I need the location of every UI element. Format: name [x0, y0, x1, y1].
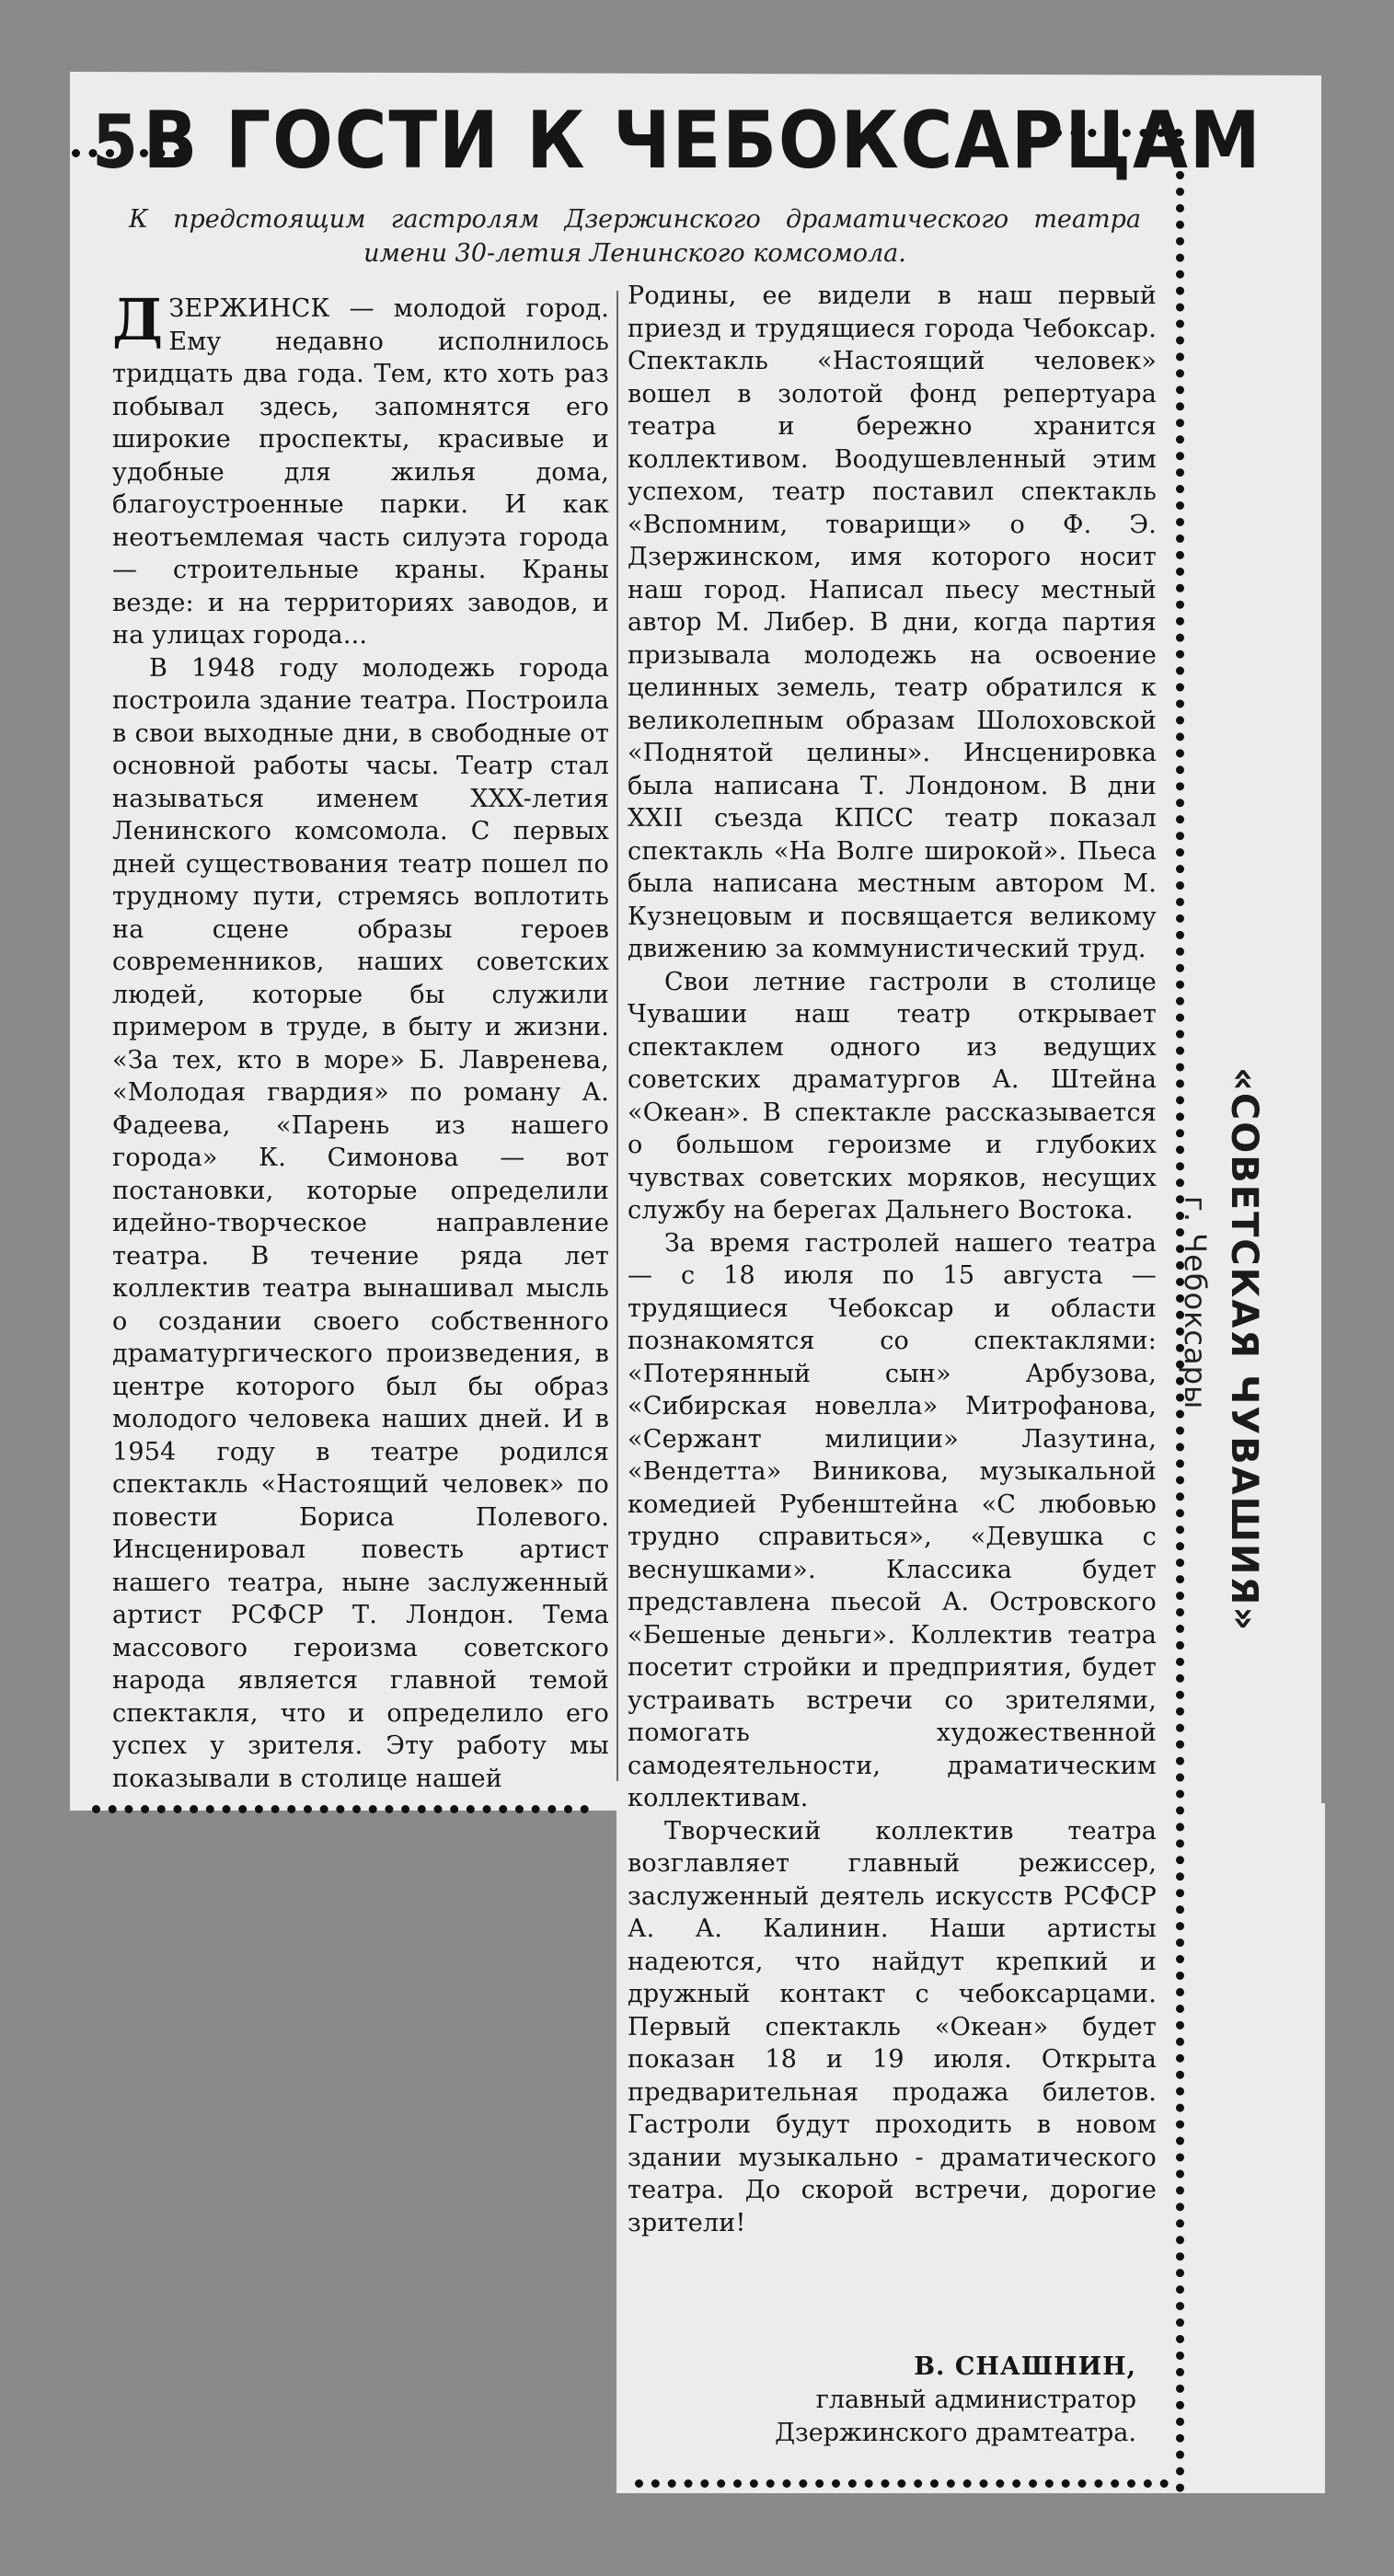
dotted-border-bottom-left [92, 1805, 589, 1813]
author-org: Дзержинского драмтеатра. [775, 2419, 1136, 2447]
article-column-2 [628, 280, 1157, 2239]
newspaper-city: г. Чебоксары [1178, 1196, 1213, 1410]
paragraph: Творческий коллектив театра возглавляет главный режиссер, заслуженный деятель искусств РСФСР А. А. Калинин. Наши артисты надеются, что найдут крепкий и дружный контакт с чебоксарцами. Первый спектакль «Океан» будет показан 18 и 19 июля. Открыта предварительная продажа билетов. Гастроли будут проходить в новом здании музыкально - драматического театра. До скорой встречи, дорогие зрители! [628, 1816, 1157, 2237]
article-subtitle: К предстоящим гастролям Дзержинского драматического театра имени 30-летия Ленинского комсомола. [129, 205, 1141, 268]
article-title-text: В ГОСТИ К ЧЕБОКСАРЦАМ [143, 95, 1262, 187]
paragraph: Свои летние гастроли в столице Чувашии наш театр открывает спектаклем одного из ведущих советских драматургов А. Штейна «Океан». В спектакле рассказывается о большом героизме и глубоких чувствах советских моряков, несущих службу на берегах Дальнего Востока. [628, 967, 1157, 1225]
page-number: 5 [92, 99, 140, 185]
paragraph: Родины, ее видели в наш первый приезд и трудящиеся города Чебоксар. Спектакль «Настоящий человек» вошел в золотой фонд репертуара театра и бережно хранится коллективом. Воодушевленный этим успехом, театр поставил спектакль «Вспомним, товарищи» о Ф. Э. Дзержинском, имя которого носит наш город. Написал пьесу местный автор М. Либер. В дни, когда партия призывала молодежь на освоение целинных земель, театр обратился к великолепным образам Шолоховской «Поднятой целины». Инсценировка была написана Т. Лондоном. В дни XXII съезда КПСС театр показал спектакль «На Волге широкой». Пьеса была написана местным автором М. Кузнецовым и посвящается великому движению за коммунистический труд. [628, 282, 1157, 963]
article-column-1 [112, 286, 609, 1795]
drop-cap: Д [112, 286, 164, 353]
article-title [92, 90, 1262, 191]
paragraph: В 1948 году молодежь города построила здание театра. Построила в свои выходные дни, в свободные от основной работы часы. Театр стал называться именем XXX-летия Ленинского комсомола. С первых дней существования театр пошел по трудному пути, стремясь воплотить на сцене образы героев современников, наших советских людей, которые бы служили примером в труде, в быту и жизни. «За тех, кто в море» Б. Лавренева, «Молодая гвардия» по роману А. Фадеева, «Парень из нашего города» К. Симонова — вот постановки, которые определили идейно-творческое направление театра. В течение ряда лет коллектив театра вынашивал мысль о создании своего собственного драматургического произведения, в центре которого был бы образ молодого человека наших дней. И в 1954 году в театре родился спектакль «Настоящий человек» по повести Бориса Полевого. Инсценировал повесть артист нашего театра, ныне заслуженный артист РСФСР Т. Лондон. Тема массового героизма советского народа является главной темой спектакля, что и определило его успех у зрителя. Эту работу мы показывали в столице нашей [112, 653, 609, 1793]
author-role: главный администратор [815, 2386, 1136, 2414]
paragraph-text: ЗЕРЖИНСК — молодой город. Ему недавно исполнилось тридцать два года. Тем, кто хоть раз побывал здесь, запомнятся его широкие проспекты, красивые и удобные для жилья дома, благоустроенные парки. И как неотъемлемая часть силуэта города — строительные краны. Краны везде: и на территориях заводов, и на улицах города... [112, 294, 609, 650]
dotted-border-bottom [635, 2479, 1169, 2488]
newspaper-stamp: «СОВЕТСКАЯ ЧУВАШИЯ» [1223, 1067, 1265, 1633]
signature-block [644, 2351, 1136, 2450]
paragraph [112, 286, 609, 652]
column-divider [616, 291, 618, 1781]
author-name: В. СНАШНИН, [914, 2352, 1136, 2381]
paragraph: За время гастролей нашего театра — с 18 июля по 15 августа — трудящиеся Чебоксар и области познакомятся со спектаклями: «Потерянный сын» Арбузова, «Сибирская новелла» Митрофанова, «Сержант милиции» Лазутина, «Вендетта» Виникова, музыкальной комедией Рубенштейна «С любовью трудно справиться», «Девушка с веснушками». Классика будет представлена пьесой А. Островского «Бешеные деньги». Коллектив театра посетит стройки и предприятия, будет устраивать встречи со зрителями, помогать художественной самодеятельности, драматическим коллективам. [628, 1228, 1157, 1812]
